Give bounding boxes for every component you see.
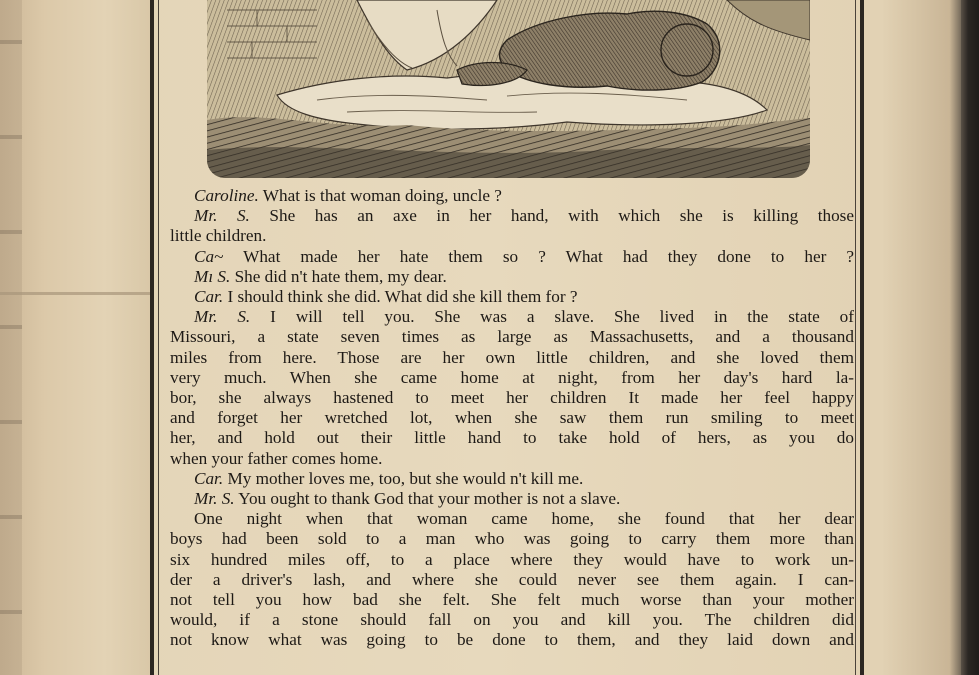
text-line: six hundred miles off, to a place where they would have to work un-: [170, 549, 854, 569]
text-line: would, if a stone should fall on you and kill you. The children did: [170, 610, 854, 630]
text-line: Mr. S. I will tell you. She was a slave. She lived in the state of: [194, 307, 854, 327]
text-line: der a driver's lash, and where she could never see them again. I can-: [170, 569, 854, 589]
text-line: little children.: [170, 226, 267, 246]
book-binding: [961, 0, 979, 675]
text-line: miles from here. Those are her own little children, and she loved them: [170, 347, 854, 367]
text-line: Mr. S. You ought to thank God that your mother is not a slave.: [194, 489, 621, 509]
previous-page-edge: [0, 0, 150, 675]
text-line: Mr. S. She has an axe in her hand, with which she is killing those: [194, 206, 854, 226]
text-line: bor, she always hastened to meet her children It made her feel happy: [170, 388, 854, 408]
text-line: Missouri, a state seven times as large as Massachusetts, and a thousand: [170, 327, 854, 347]
text-line: boys had been sold to a man who was going to carry them more than: [170, 529, 854, 549]
text-line: very much. When she came home at night, from her day's hard la-: [170, 367, 854, 387]
page-border-right: [860, 0, 864, 675]
page-border-left: [150, 0, 154, 675]
page-border-left-inner: [158, 0, 159, 675]
engraving-illustration: [207, 0, 810, 178]
text-line: Car. My mother loves me, too, but she would n't kill me.: [194, 468, 584, 488]
text-line: One night when that woman came home, she found that her dear: [194, 509, 854, 529]
text-line: not know what was going to be done to them, and they laid down and: [170, 630, 854, 650]
article-text: [170, 186, 854, 651]
text-line: Car. I should think she did. What did she kill them for ?: [194, 287, 578, 307]
text-line: Mı S. She did n't hate them, my dear.: [194, 266, 447, 286]
text-line: her, and hold out their little hand to take hold of hers, as you do: [170, 428, 854, 448]
text-line: Caroline. What is that woman doing, uncle ?: [194, 186, 502, 205]
text-line: not tell you how bad she felt. She felt much worse than your mother: [170, 590, 854, 610]
page-border-right-inner: [855, 0, 856, 675]
paper-crease: [0, 292, 150, 295]
text-line: Ca~ What made her hate them so ? What had they done to her ?: [194, 246, 854, 266]
page-edge-tears: [0, 0, 22, 675]
text-line: and forget her wretched lot, when she saw them run smiling to meet: [170, 408, 854, 428]
text-line: when your father comes home.: [170, 448, 383, 468]
engraving-artwork: [207, 0, 810, 178]
